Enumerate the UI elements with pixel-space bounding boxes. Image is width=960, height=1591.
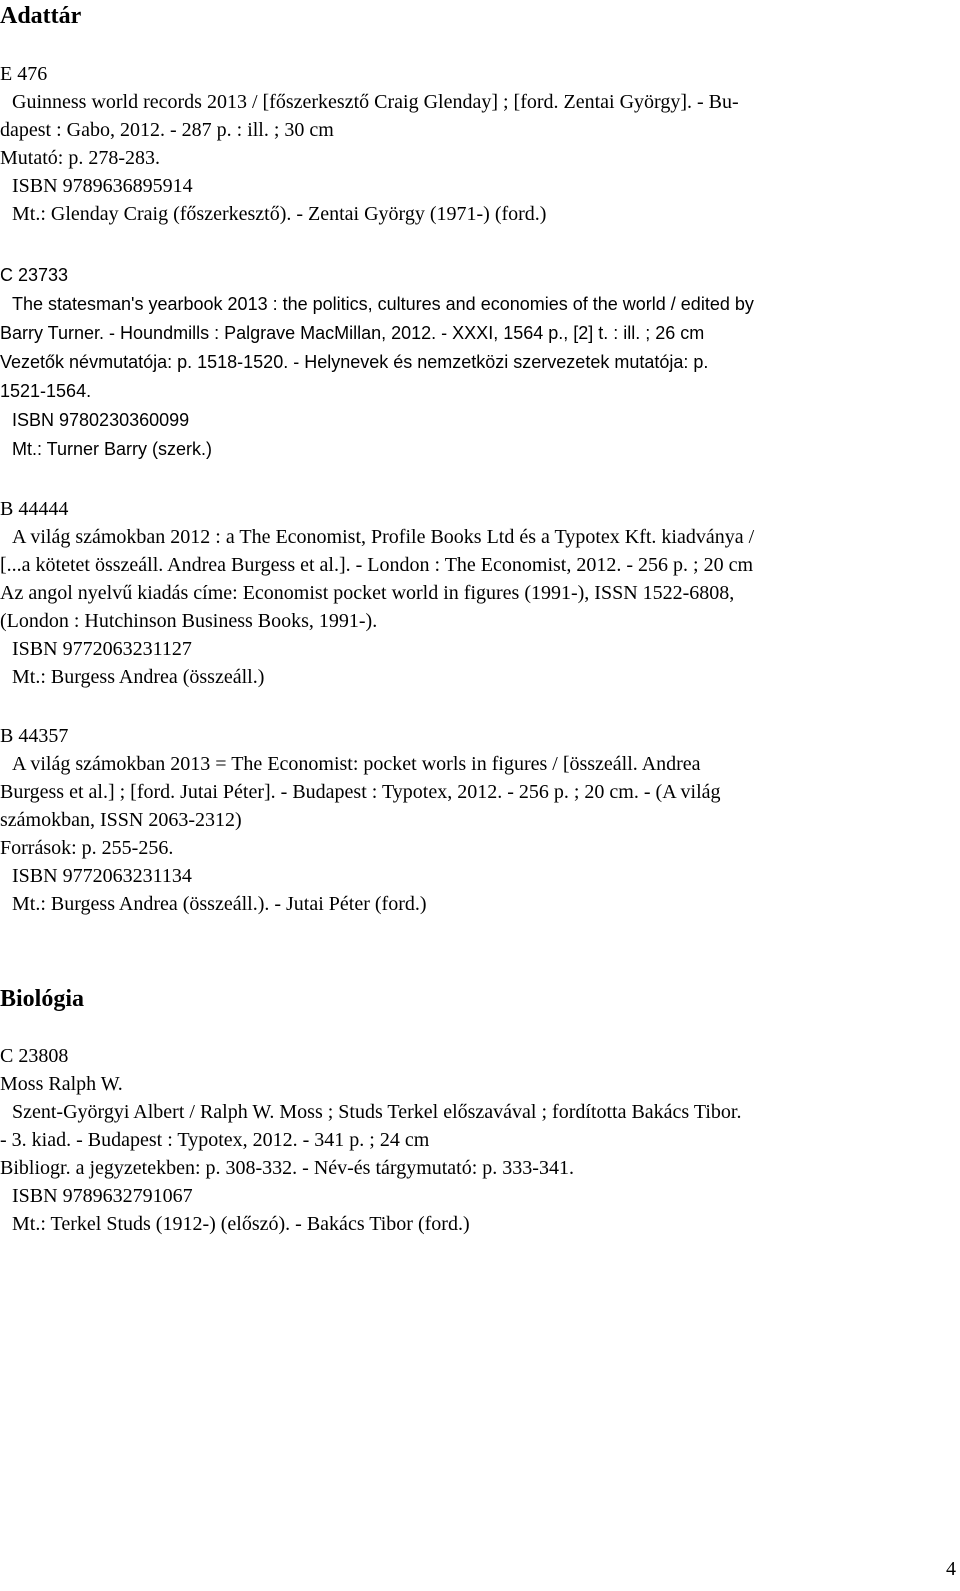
publication-line: dapest : Gabo, 2012. - 287 p. : ill. ; 30 cm <box>0 119 334 141</box>
note-line: Vezetők névmutatója: p. 1518-1520. - Helynevek és nemzetközi szervezetek mutatója: p. <box>0 352 709 372</box>
title-line: A világ számokban 2012 : a The Economist, Profile Books Ltd és a Typotex Kft. kiadványa / <box>12 526 755 548</box>
added-entries-line: Mt.: Burgess Andrea (összeáll.) <box>12 666 265 688</box>
publication-line: Barry Turner. - Houndmills : Palgrave MacMillan, 2012. - XXXI, 1564 p., [2] t. : ill. ; 26 cm <box>0 323 705 343</box>
note-line: Források: p. 255-256. <box>0 837 174 859</box>
added-entries-line: Mt.: Burgess Andrea (összeáll.). - Jutai Péter (ford.) <box>12 893 427 915</box>
isbn-line: ISBN 9772063231134 <box>12 865 192 887</box>
page-number: 4 <box>946 1558 956 1580</box>
author-line: Moss Ralph W. <box>0 1073 123 1095</box>
call-number: B 44357 <box>0 725 69 747</box>
call-number: C 23733 <box>0 265 69 285</box>
isbn-line: ISBN 9780230360099 <box>12 410 190 430</box>
title-line: A világ számokban 2013 = The Economist: pocket worls in figures / [összeáll. Andrea <box>12 753 701 775</box>
note-line: (London : Hutchinson Business Books, 1991-). <box>0 610 378 632</box>
added-entries-line: Mt.: Glenday Craig (főszerkesztő). - Zentai György (1971-) (ford.) <box>12 203 547 225</box>
call-number: C 23808 <box>0 1045 69 1067</box>
isbn-line: ISBN 9789636895914 <box>12 175 193 197</box>
call-number: B 44444 <box>0 498 69 520</box>
added-entries-line: Mt.: Terkel Studs (1912-) (előszó). - Bakács Tibor (ford.) <box>12 1213 470 1235</box>
isbn-line: ISBN 9772063231127 <box>12 638 192 660</box>
note-line: Bibliogr. a jegyzetekben: p. 308-332. - Név-és tárgymutató: p. 333-341. <box>0 1157 574 1179</box>
call-number: E 476 <box>0 63 48 85</box>
title-line: Szent-Györgyi Albert / Ralph W. Moss ; Studs Terkel előszavával ; fordította Bakács Tibor. <box>12 1101 742 1123</box>
note-line: Az angol nyelvű kiadás címe: Economist pocket world in figures (1991-), ISSN 1522-6808, <box>0 582 735 604</box>
section-heading: Adattár <box>0 3 82 29</box>
title-line: The statesman's yearbook 2013 : the politics, cultures and economies of the world / edited by <box>12 294 754 314</box>
series-line: számokban, ISSN 2063-2312) <box>0 809 242 831</box>
note-line: 1521-1564. <box>0 381 92 401</box>
section-heading: Biológia <box>0 986 85 1012</box>
note-line: Mutató: p. 278-283. <box>0 147 160 169</box>
publication-line: Burgess et al.] ; [ford. Jutai Péter]. - Budapest : Typotex, 2012. - 256 p. ; 20 cm. - (A világ <box>0 781 721 803</box>
title-line: Guinness world records 2013 / [főszerkesztő Craig Glenday] ; [ford. Zentai György]. - Bu- <box>12 91 739 113</box>
added-entries-line: Mt.: Turner Barry (szerk.) <box>12 439 213 459</box>
publication-line: [...a kötetet összeáll. Andrea Burgess et al.]. - London : The Economist, 2012. - 256 p. ; 20 cm <box>0 554 753 576</box>
publication-line: - 3. kiad. - Budapest : Typotex, 2012. - 341 p. ; 24 cm <box>0 1129 430 1151</box>
isbn-line: ISBN 9789632791067 <box>12 1185 193 1207</box>
